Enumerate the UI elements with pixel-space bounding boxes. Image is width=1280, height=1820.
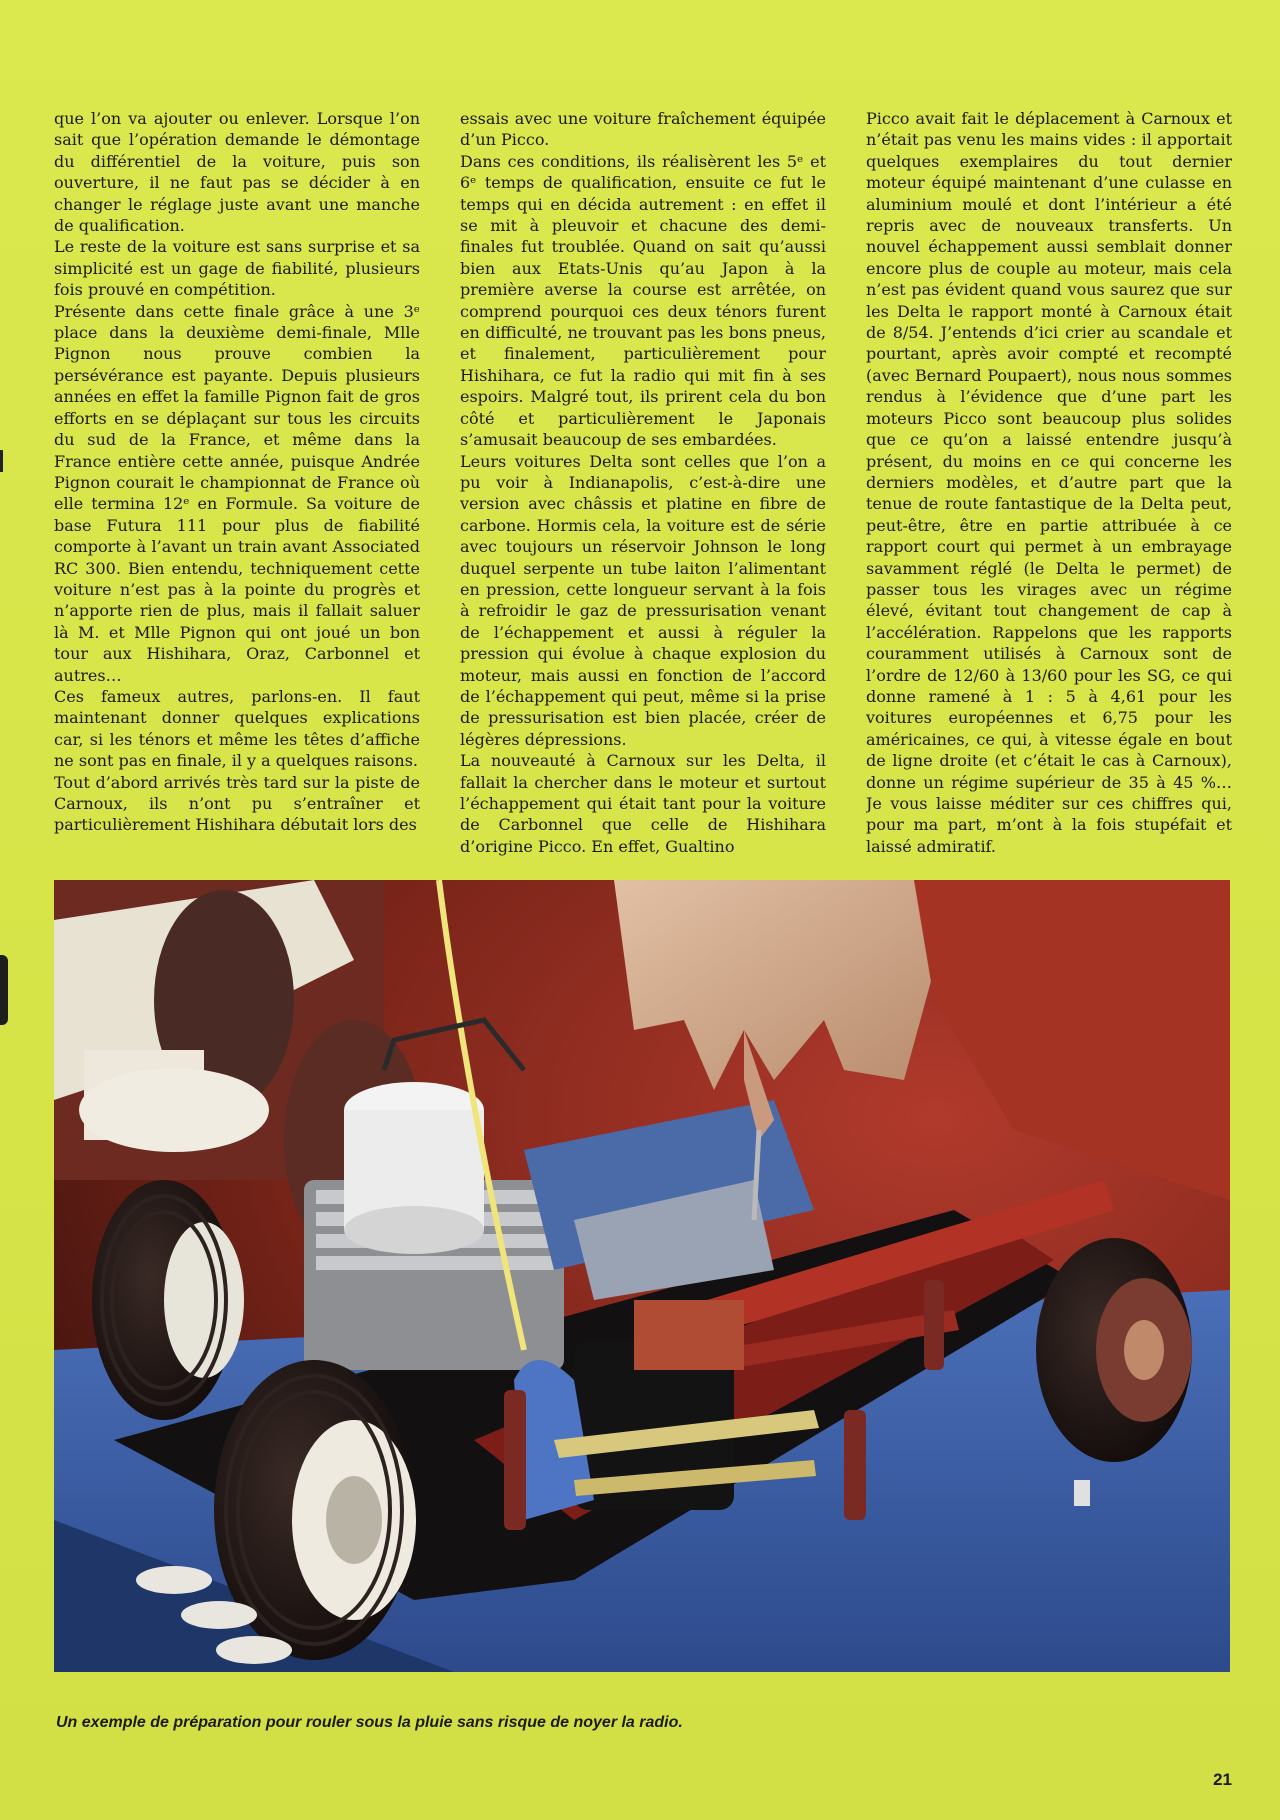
article-column-2 <box>460 108 826 868</box>
article-column-1 <box>54 108 420 868</box>
paragraph: La nouveauté à Carnoux sur les Delta, il fallait la chercher dans le moteur et surtout l’échappement qui était tant pour la voiture de Carbonnel que celle de Hishihara d’origine Picco. En effet, Gualtino <box>460 751 826 856</box>
paragraph: Présente dans cette finale grâce à une 3ᵉ place dans la deuxième demi-finale, Mlle Pignon nous prouve combien la persévérance est payante. Depuis plusieurs années en effet la famille Pignon fait de gros efforts en se déplaçant sur tous les circuits du sud de la France, et même dans la France entière cette année, puisque Andrée Pignon courait le championnat de France où elle termina 12ᵉ en Formule. Sa voiture de base Futura 111 pour plus de fiabilité comporte à l’avant un train avant Associated RC 300. Bien entendu, techniquement cette voiture n’est pas à la pointe du progrès et n’apporte rien de plus, mais il fallait saluer là M. et Mlle Pignon qui ont joué un bon tour aux Hishihara, Oraz, Carbonnel et autres… <box>54 301 420 685</box>
paragraph: Picco avait fait le déplacement à Carnoux et n’était pas venu les mains vides : il apportait quelques exemplaires du tout dernier moteur équipé maintenant d’une culasse en aluminium moulé et dont l’intérieur a été repris avec de nouveaux transferts. Un nouvel échappement aussi semblait donner encore plus de couple au moteur, mais cela n’est pas évident quand vous saurez que sur les Delta le rapport monté à Carnoux était de 8/54. J’entends d’ici crier au scandale et pourtant, après avoir compté et recompté (avec Bernard Poupaert), nous nous sommes rendus à l’évidence que d’une part les moteurs Picco sont beaucoup plus solides que ce qu’on a laissé entendre jusqu’à présent, du moins en ce qui concerne les derniers modèles, et d’autre part que la tenue de route fantastique de la Delta peut, peut-être, être en partie attribuée à ce rapport court qui permet à un embrayage savamment réglé (le Delta le permet) de passer tous les virages avec un régime élevé, évitant tout changement de cap à l’accélération. Rappelons que les rapports couramment utilisés à Carnoux sont de l’ordre de 12/60 à 13/60 pour les SG, ce qui donne ramené à 1 : 5 à 4,61 pour les voitures européennes et 6,75 pour les américaines, ce qui, à vitesse égale en bout de ligne droite (et c’était le cas à Carnoux), donne un régime supérieur de 35 à 45 %… Je vous laisse méditer sur ces chiffres qui, pour ma part, m’ont à la fois stupéfait et laissé admiratif. <box>866 109 1232 856</box>
page-edge-mark <box>0 450 3 472</box>
rc-car-illustration <box>54 880 1230 1672</box>
paragraph: essais avec une voiture fraîchement équipée d’un Picco. <box>460 109 826 150</box>
article-column-3 <box>866 108 1232 868</box>
paragraph: Le reste de la voiture est sans surprise et sa simplicité est un gage de fiabilité, plusieurs fois prouvé en compétition. <box>54 237 420 300</box>
page-edge-tab <box>0 955 8 1025</box>
article-columns <box>54 108 1234 868</box>
paragraph: Ces fameux autres, parlons-en. Il faut maintenant donner quelques explications car, si les ténors et même les têtes d’affiche ne sont pas en finale, il y a quelques raisons. <box>54 686 420 771</box>
paragraph: Dans ces conditions, ils réalisèrent les 5ᵉ et 6ᵉ temps de qualification, ensuite ce fut le temps qui en décida autrement : en effet il se mit à pleuvoir et chacune des demi-finales fut troublée. Quand on sait qu’aussi bien aux Etats-Unis qu’au Japon à la première averse la course est arrêtée, on comprend pourquoi ces deux ténors furent en difficulté, ne trouvant pas les bons pneus, et finalement, particulièrement pour Hishihara, ce fut la radio qui mit fin à ses espoirs. Malgré tout, ils prirent cela du bon côté et particulièrement le Japonais s’amusait beaucoup de ses embardées. <box>460 151 826 450</box>
rc-car-photo <box>54 880 1230 1672</box>
paragraph: Tout d’abord arrivés très tard sur la piste de Carnoux, ils n’ont pu s’entraîner et particulièrement Hishihara débutait lors des <box>54 772 420 835</box>
paragraph: que l’on va ajouter ou enlever. Lorsque l’on sait que l’opération demande le démontage du différentiel de la voiture, puis son ouverture, il ne faut pas se décider à en changer le réglage juste avant une manche de qualification. <box>54 109 420 236</box>
page-number: 21 <box>1213 1770 1232 1789</box>
paragraph: Leurs voitures Delta sont celles que l’on a pu voir à Indianapolis, c’est-à-dire une version avec châssis et platine en fibre de carbone. Hormis cela, la voiture est de série avec toujours un réservoir Johnson le long duquel serpente un tube laiton l’alimentant en pression, cette longueur servant à la fois à refroidir le gaz de pressurisation venant de l’échappement et aussi à réguler la pression qui évolue à chaque explosion du moteur, mais aussi en fonction de l’accord de l’échappement qui peut, même si la prise de pressurisation est bien placée, créer de légères dépressions. <box>460 451 826 749</box>
photo-caption: Un exemple de préparation pour rouler sous la pluie sans risque de noyer la radio. <box>56 1714 683 1731</box>
